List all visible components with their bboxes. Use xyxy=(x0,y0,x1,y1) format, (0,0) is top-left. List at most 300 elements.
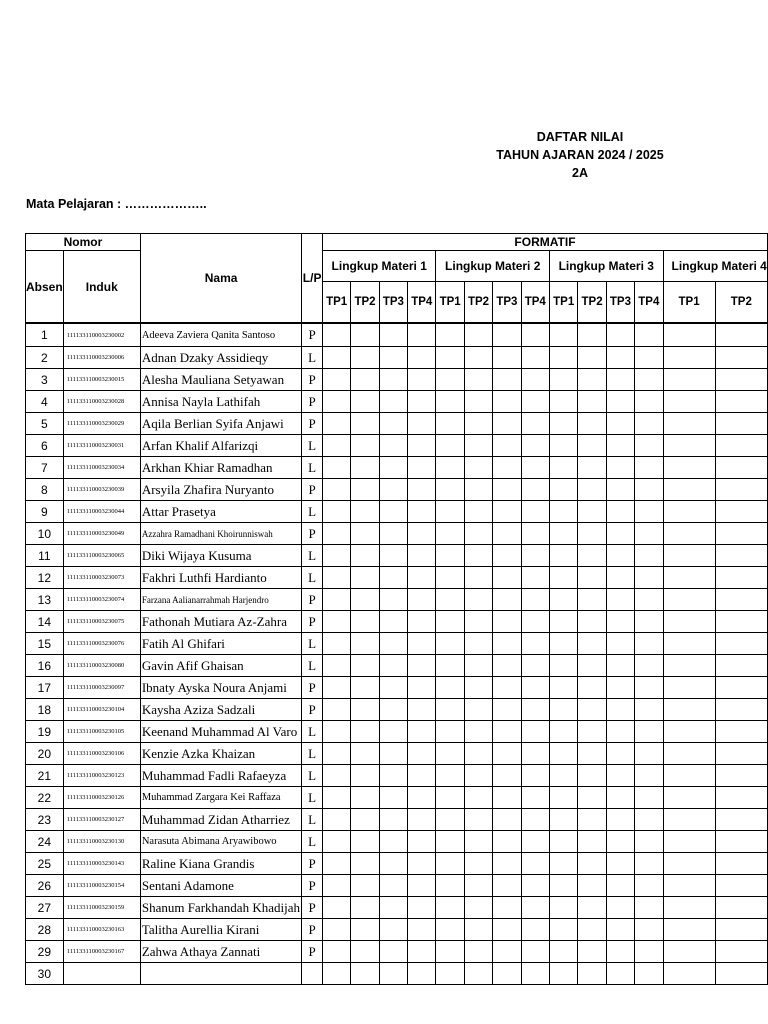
grade-cell[interactable] xyxy=(606,765,634,787)
grade-cell[interactable] xyxy=(379,963,407,985)
grade-cell[interactable] xyxy=(606,391,634,413)
grade-cell[interactable] xyxy=(351,501,379,523)
grade-cell[interactable] xyxy=(464,875,492,897)
grade-cell[interactable] xyxy=(635,391,663,413)
grade-cell[interactable] xyxy=(436,479,464,501)
grade-cell[interactable] xyxy=(715,501,767,523)
grade-cell[interactable] xyxy=(663,963,715,985)
grade-cell[interactable] xyxy=(379,413,407,435)
grade-cell[interactable] xyxy=(493,435,521,457)
grade-cell[interactable] xyxy=(635,919,663,941)
grade-cell[interactable] xyxy=(408,369,436,391)
grade-cell[interactable] xyxy=(606,457,634,479)
grade-cell[interactable] xyxy=(322,875,350,897)
grade-cell[interactable] xyxy=(379,523,407,545)
grade-cell[interactable] xyxy=(322,941,350,963)
grade-cell[interactable] xyxy=(578,919,606,941)
grade-cell[interactable] xyxy=(578,413,606,435)
grade-cell[interactable] xyxy=(663,655,715,677)
grade-cell[interactable] xyxy=(578,435,606,457)
grade-cell[interactable] xyxy=(521,567,549,589)
grade-cell[interactable] xyxy=(663,699,715,721)
grade-cell[interactable] xyxy=(464,721,492,743)
grade-cell[interactable] xyxy=(379,347,407,369)
grade-cell[interactable] xyxy=(322,391,350,413)
grade-cell[interactable] xyxy=(379,853,407,875)
grade-cell[interactable] xyxy=(379,323,407,347)
grade-cell[interactable] xyxy=(521,501,549,523)
grade-cell[interactable] xyxy=(578,765,606,787)
grade-cell[interactable] xyxy=(322,831,350,853)
grade-cell[interactable] xyxy=(464,941,492,963)
grade-cell[interactable] xyxy=(663,809,715,831)
grade-cell[interactable] xyxy=(322,479,350,501)
grade-cell[interactable] xyxy=(436,677,464,699)
grade-cell[interactable] xyxy=(521,369,549,391)
grade-cell[interactable] xyxy=(493,479,521,501)
grade-cell[interactable] xyxy=(521,677,549,699)
grade-cell[interactable] xyxy=(578,457,606,479)
grade-cell[interactable] xyxy=(549,479,577,501)
grade-cell[interactable] xyxy=(521,963,549,985)
grade-cell[interactable] xyxy=(578,545,606,567)
grade-cell[interactable] xyxy=(493,809,521,831)
grade-cell[interactable] xyxy=(464,435,492,457)
grade-cell[interactable] xyxy=(322,323,350,347)
grade-cell[interactable] xyxy=(635,765,663,787)
grade-cell[interactable] xyxy=(578,391,606,413)
grade-cell[interactable] xyxy=(549,589,577,611)
grade-cell[interactable] xyxy=(379,743,407,765)
grade-cell[interactable] xyxy=(379,897,407,919)
grade-cell[interactable] xyxy=(715,853,767,875)
grade-cell[interactable] xyxy=(715,523,767,545)
grade-cell[interactable] xyxy=(606,611,634,633)
grade-cell[interactable] xyxy=(578,677,606,699)
grade-cell[interactable] xyxy=(436,347,464,369)
grade-cell[interactable] xyxy=(549,743,577,765)
grade-cell[interactable] xyxy=(322,501,350,523)
grade-cell[interactable] xyxy=(408,677,436,699)
grade-cell[interactable] xyxy=(606,919,634,941)
grade-cell[interactable] xyxy=(351,435,379,457)
grade-cell[interactable] xyxy=(408,413,436,435)
grade-cell[interactable] xyxy=(578,787,606,809)
grade-cell[interactable] xyxy=(379,479,407,501)
grade-cell[interactable] xyxy=(549,853,577,875)
grade-cell[interactable] xyxy=(663,919,715,941)
grade-cell[interactable] xyxy=(493,655,521,677)
grade-cell[interactable] xyxy=(436,765,464,787)
grade-cell[interactable] xyxy=(578,853,606,875)
grade-cell[interactable] xyxy=(436,567,464,589)
grade-cell[interactable] xyxy=(322,567,350,589)
grade-cell[interactable] xyxy=(578,501,606,523)
grade-cell[interactable] xyxy=(322,435,350,457)
grade-cell[interactable] xyxy=(635,545,663,567)
grade-cell[interactable] xyxy=(578,347,606,369)
grade-cell[interactable] xyxy=(436,413,464,435)
grade-cell[interactable] xyxy=(351,743,379,765)
grade-cell[interactable] xyxy=(493,897,521,919)
grade-cell[interactable] xyxy=(635,413,663,435)
grade-cell[interactable] xyxy=(464,391,492,413)
grade-cell[interactable] xyxy=(549,545,577,567)
grade-cell[interactable] xyxy=(436,831,464,853)
grade-cell[interactable] xyxy=(436,391,464,413)
grade-cell[interactable] xyxy=(464,457,492,479)
grade-cell[interactable] xyxy=(635,677,663,699)
grade-cell[interactable] xyxy=(663,677,715,699)
grade-cell[interactable] xyxy=(379,435,407,457)
grade-cell[interactable] xyxy=(436,655,464,677)
grade-cell[interactable] xyxy=(379,809,407,831)
grade-cell[interactable] xyxy=(521,809,549,831)
grade-cell[interactable] xyxy=(351,721,379,743)
grade-cell[interactable] xyxy=(408,633,436,655)
grade-cell[interactable] xyxy=(436,963,464,985)
grade-cell[interactable] xyxy=(578,875,606,897)
grade-cell[interactable] xyxy=(606,941,634,963)
grade-cell[interactable] xyxy=(379,721,407,743)
grade-cell[interactable] xyxy=(408,853,436,875)
grade-cell[interactable] xyxy=(715,457,767,479)
grade-cell[interactable] xyxy=(606,633,634,655)
grade-cell[interactable] xyxy=(549,457,577,479)
grade-cell[interactable] xyxy=(549,435,577,457)
grade-cell[interactable] xyxy=(322,611,350,633)
grade-cell[interactable] xyxy=(351,765,379,787)
grade-cell[interactable] xyxy=(606,347,634,369)
grade-cell[interactable] xyxy=(322,677,350,699)
grade-cell[interactable] xyxy=(606,655,634,677)
grade-cell[interactable] xyxy=(521,435,549,457)
grade-cell[interactable] xyxy=(493,699,521,721)
grade-cell[interactable] xyxy=(379,369,407,391)
grade-cell[interactable] xyxy=(493,831,521,853)
grade-cell[interactable] xyxy=(521,853,549,875)
grade-cell[interactable] xyxy=(663,545,715,567)
grade-cell[interactable] xyxy=(715,875,767,897)
grade-cell[interactable] xyxy=(715,919,767,941)
grade-cell[interactable] xyxy=(322,699,350,721)
grade-cell[interactable] xyxy=(351,919,379,941)
grade-cell[interactable] xyxy=(322,523,350,545)
grade-cell[interactable] xyxy=(379,941,407,963)
grade-cell[interactable] xyxy=(351,875,379,897)
grade-cell[interactable] xyxy=(635,633,663,655)
grade-cell[interactable] xyxy=(408,941,436,963)
grade-cell[interactable] xyxy=(578,523,606,545)
grade-cell[interactable] xyxy=(635,831,663,853)
grade-cell[interactable] xyxy=(635,501,663,523)
grade-cell[interactable] xyxy=(436,809,464,831)
grade-cell[interactable] xyxy=(663,875,715,897)
grade-cell[interactable] xyxy=(436,633,464,655)
grade-cell[interactable] xyxy=(521,831,549,853)
grade-cell[interactable] xyxy=(408,391,436,413)
grade-cell[interactable] xyxy=(493,323,521,347)
grade-cell[interactable] xyxy=(521,633,549,655)
grade-cell[interactable] xyxy=(635,875,663,897)
grade-cell[interactable] xyxy=(578,479,606,501)
grade-cell[interactable] xyxy=(379,919,407,941)
grade-cell[interactable] xyxy=(351,963,379,985)
grade-cell[interactable] xyxy=(464,501,492,523)
grade-cell[interactable] xyxy=(436,941,464,963)
grade-cell[interactable] xyxy=(464,347,492,369)
grade-cell[interactable] xyxy=(578,589,606,611)
grade-cell[interactable] xyxy=(521,875,549,897)
grade-cell[interactable] xyxy=(464,413,492,435)
grade-cell[interactable] xyxy=(379,875,407,897)
grade-cell[interactable] xyxy=(351,457,379,479)
grade-cell[interactable] xyxy=(408,545,436,567)
grade-cell[interactable] xyxy=(606,479,634,501)
grade-cell[interactable] xyxy=(549,941,577,963)
grade-cell[interactable] xyxy=(436,523,464,545)
grade-cell[interactable] xyxy=(715,391,767,413)
grade-cell[interactable] xyxy=(715,941,767,963)
grade-cell[interactable] xyxy=(464,831,492,853)
grade-cell[interactable] xyxy=(521,589,549,611)
grade-cell[interactable] xyxy=(521,897,549,919)
grade-cell[interactable] xyxy=(606,323,634,347)
grade-cell[interactable] xyxy=(322,743,350,765)
grade-cell[interactable] xyxy=(408,323,436,347)
grade-cell[interactable] xyxy=(715,369,767,391)
grade-cell[interactable] xyxy=(549,413,577,435)
grade-cell[interactable] xyxy=(408,787,436,809)
grade-cell[interactable] xyxy=(606,501,634,523)
grade-cell[interactable] xyxy=(464,633,492,655)
grade-cell[interactable] xyxy=(464,743,492,765)
grade-cell[interactable] xyxy=(635,897,663,919)
grade-cell[interactable] xyxy=(549,391,577,413)
grade-cell[interactable] xyxy=(715,655,767,677)
grade-cell[interactable] xyxy=(351,897,379,919)
grade-cell[interactable] xyxy=(578,633,606,655)
grade-cell[interactable] xyxy=(493,501,521,523)
grade-cell[interactable] xyxy=(578,897,606,919)
grade-cell[interactable] xyxy=(635,963,663,985)
grade-cell[interactable] xyxy=(606,567,634,589)
grade-cell[interactable] xyxy=(408,435,436,457)
grade-cell[interactable] xyxy=(606,699,634,721)
grade-cell[interactable] xyxy=(322,963,350,985)
grade-cell[interactable] xyxy=(493,963,521,985)
grade-cell[interactable] xyxy=(379,655,407,677)
grade-cell[interactable] xyxy=(715,809,767,831)
grade-cell[interactable] xyxy=(606,963,634,985)
grade-cell[interactable] xyxy=(379,567,407,589)
grade-cell[interactable] xyxy=(521,611,549,633)
grade-cell[interactable] xyxy=(663,413,715,435)
grade-cell[interactable] xyxy=(715,765,767,787)
grade-cell[interactable] xyxy=(663,479,715,501)
grade-cell[interactable] xyxy=(379,545,407,567)
grade-cell[interactable] xyxy=(606,545,634,567)
grade-cell[interactable] xyxy=(464,611,492,633)
grade-cell[interactable] xyxy=(635,323,663,347)
grade-cell[interactable] xyxy=(663,369,715,391)
grade-cell[interactable] xyxy=(549,787,577,809)
grade-cell[interactable] xyxy=(436,897,464,919)
grade-cell[interactable] xyxy=(464,479,492,501)
grade-cell[interactable] xyxy=(322,919,350,941)
grade-cell[interactable] xyxy=(663,633,715,655)
grade-cell[interactable] xyxy=(351,589,379,611)
grade-cell[interactable] xyxy=(715,413,767,435)
grade-cell[interactable] xyxy=(663,435,715,457)
grade-cell[interactable] xyxy=(493,743,521,765)
grade-cell[interactable] xyxy=(493,919,521,941)
grade-cell[interactable] xyxy=(521,699,549,721)
grade-cell[interactable] xyxy=(521,787,549,809)
grade-cell[interactable] xyxy=(493,875,521,897)
grade-cell[interactable] xyxy=(578,721,606,743)
grade-cell[interactable] xyxy=(351,545,379,567)
grade-cell[interactable] xyxy=(578,743,606,765)
grade-cell[interactable] xyxy=(715,743,767,765)
grade-cell[interactable] xyxy=(715,611,767,633)
grade-cell[interactable] xyxy=(464,323,492,347)
grade-cell[interactable] xyxy=(408,589,436,611)
grade-cell[interactable] xyxy=(663,611,715,633)
grade-cell[interactable] xyxy=(408,919,436,941)
grade-cell[interactable] xyxy=(351,567,379,589)
grade-cell[interactable] xyxy=(663,567,715,589)
grade-cell[interactable] xyxy=(464,677,492,699)
grade-cell[interactable] xyxy=(635,369,663,391)
grade-cell[interactable] xyxy=(635,721,663,743)
grade-cell[interactable] xyxy=(635,787,663,809)
grade-cell[interactable] xyxy=(408,567,436,589)
grade-cell[interactable] xyxy=(493,391,521,413)
grade-cell[interactable] xyxy=(408,501,436,523)
grade-cell[interactable] xyxy=(715,347,767,369)
grade-cell[interactable] xyxy=(408,347,436,369)
grade-cell[interactable] xyxy=(351,699,379,721)
grade-cell[interactable] xyxy=(351,633,379,655)
grade-cell[interactable] xyxy=(464,545,492,567)
grade-cell[interactable] xyxy=(549,611,577,633)
grade-cell[interactable] xyxy=(436,853,464,875)
grade-cell[interactable] xyxy=(635,699,663,721)
grade-cell[interactable] xyxy=(464,369,492,391)
grade-cell[interactable] xyxy=(351,523,379,545)
grade-cell[interactable] xyxy=(606,721,634,743)
grade-cell[interactable] xyxy=(549,875,577,897)
grade-cell[interactable] xyxy=(408,831,436,853)
grade-cell[interactable] xyxy=(715,479,767,501)
grade-cell[interactable] xyxy=(464,765,492,787)
grade-cell[interactable] xyxy=(606,809,634,831)
grade-cell[interactable] xyxy=(436,611,464,633)
grade-cell[interactable] xyxy=(408,765,436,787)
grade-cell[interactable] xyxy=(379,677,407,699)
grade-cell[interactable] xyxy=(322,765,350,787)
grade-cell[interactable] xyxy=(493,611,521,633)
grade-cell[interactable] xyxy=(549,831,577,853)
grade-cell[interactable] xyxy=(521,941,549,963)
grade-cell[interactable] xyxy=(322,633,350,655)
grade-cell[interactable] xyxy=(715,721,767,743)
grade-cell[interactable] xyxy=(606,875,634,897)
grade-cell[interactable] xyxy=(493,941,521,963)
grade-cell[interactable] xyxy=(408,479,436,501)
grade-cell[interactable] xyxy=(464,699,492,721)
grade-cell[interactable] xyxy=(549,765,577,787)
grade-cell[interactable] xyxy=(351,941,379,963)
grade-cell[interactable] xyxy=(379,699,407,721)
grade-cell[interactable] xyxy=(715,633,767,655)
grade-cell[interactable] xyxy=(379,457,407,479)
grade-cell[interactable] xyxy=(521,655,549,677)
grade-cell[interactable] xyxy=(715,677,767,699)
grade-cell[interactable] xyxy=(521,545,549,567)
grade-cell[interactable] xyxy=(351,787,379,809)
grade-cell[interactable] xyxy=(606,787,634,809)
grade-cell[interactable] xyxy=(521,479,549,501)
grade-cell[interactable] xyxy=(635,457,663,479)
grade-cell[interactable] xyxy=(408,699,436,721)
grade-cell[interactable] xyxy=(549,721,577,743)
grade-cell[interactable] xyxy=(322,655,350,677)
grade-cell[interactable] xyxy=(663,765,715,787)
grade-cell[interactable] xyxy=(549,809,577,831)
grade-cell[interactable] xyxy=(715,897,767,919)
grade-cell[interactable] xyxy=(408,963,436,985)
grade-cell[interactable] xyxy=(578,831,606,853)
grade-cell[interactable] xyxy=(663,743,715,765)
grade-cell[interactable] xyxy=(351,655,379,677)
grade-cell[interactable] xyxy=(715,323,767,347)
grade-cell[interactable] xyxy=(351,853,379,875)
grade-cell[interactable] xyxy=(408,721,436,743)
grade-cell[interactable] xyxy=(663,391,715,413)
grade-cell[interactable] xyxy=(635,853,663,875)
grade-cell[interactable] xyxy=(436,721,464,743)
grade-cell[interactable] xyxy=(436,699,464,721)
grade-cell[interactable] xyxy=(715,787,767,809)
grade-cell[interactable] xyxy=(606,743,634,765)
grade-cell[interactable] xyxy=(436,323,464,347)
grade-cell[interactable] xyxy=(635,479,663,501)
grade-cell[interactable] xyxy=(578,699,606,721)
grade-cell[interactable] xyxy=(379,765,407,787)
grade-cell[interactable] xyxy=(663,787,715,809)
grade-cell[interactable] xyxy=(635,655,663,677)
grade-cell[interactable] xyxy=(549,677,577,699)
grade-cell[interactable] xyxy=(663,853,715,875)
grade-cell[interactable] xyxy=(521,523,549,545)
grade-cell[interactable] xyxy=(408,809,436,831)
grade-cell[interactable] xyxy=(606,897,634,919)
grade-cell[interactable] xyxy=(493,589,521,611)
grade-cell[interactable] xyxy=(322,897,350,919)
grade-cell[interactable] xyxy=(549,919,577,941)
grade-cell[interactable] xyxy=(578,941,606,963)
grade-cell[interactable] xyxy=(635,589,663,611)
grade-cell[interactable] xyxy=(549,523,577,545)
grade-cell[interactable] xyxy=(351,831,379,853)
grade-cell[interactable] xyxy=(521,721,549,743)
grade-cell[interactable] xyxy=(521,323,549,347)
grade-cell[interactable] xyxy=(635,611,663,633)
grade-cell[interactable] xyxy=(493,369,521,391)
grade-cell[interactable] xyxy=(436,875,464,897)
